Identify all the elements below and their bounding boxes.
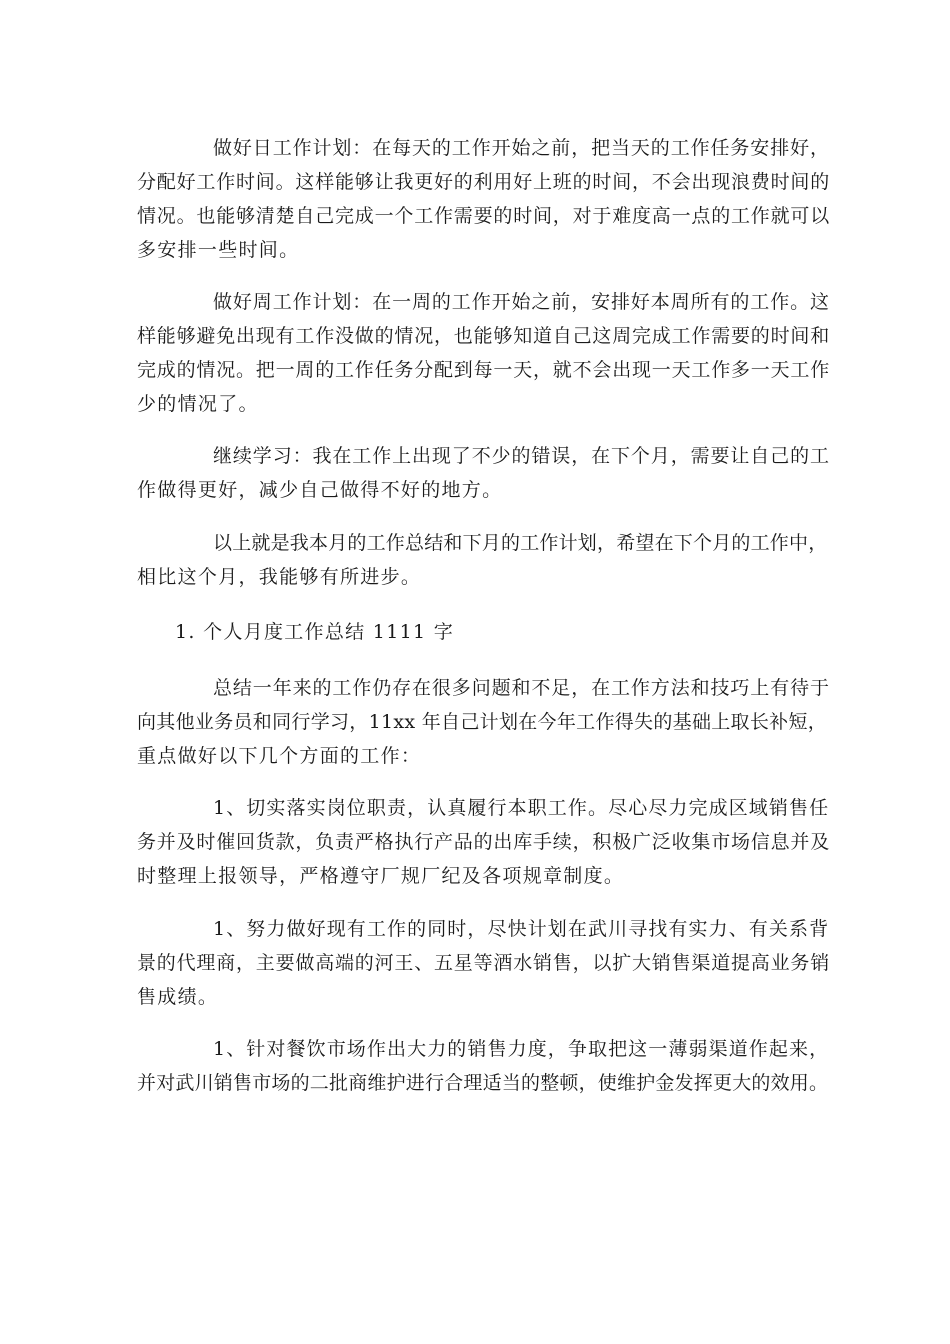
paragraph-line: 继续学习：我在工作上出现了不少的错误，在下个月，需要让自己的工 — [213, 445, 830, 467]
paragraph-line: 做好周工作计划：在一周的工作开始之前，安排好本周所有的工作。这 — [213, 291, 830, 313]
paragraph-line: 做好日工作计划：在每天的工作开始之前，把当天的工作任务安排好， — [213, 137, 830, 159]
paragraph-line: 重点做好以下几个方面的工作： — [137, 745, 422, 767]
paragraph-line: 分配好工作时间。这样能够让我更好的利用好上班的时间，不会出现浪费时间的 — [137, 171, 831, 193]
paragraph-line: 总结一年来的工作仍存在很多问题和不足，在工作方法和技巧上有待于 — [213, 677, 830, 699]
paragraph-line: 向其他业务员和同行学习，11xx 年自己计划在今年工作得失的基础上取长补短， — [137, 711, 828, 733]
paragraph-line: 务并及时催回货款，负责严格执行产品的出库手续，积极广泛收集市场信息并及 — [137, 831, 831, 853]
paragraph-line: 以上就是我本月的工作总结和下月的工作计划，希望在下个月的工作中， — [213, 532, 828, 554]
section-heading: 1. 个人月度工作总结 1111 字 — [175, 621, 455, 643]
paragraph-line: 作做得更好，减少自己做得不好的地方。 — [137, 479, 503, 501]
paragraph-line: 售成绩。 — [137, 986, 219, 1008]
paragraph-line: 1、努力做好现有工作的同时，尽快计划在武川寻找有实力、有关系背 — [213, 918, 830, 940]
paragraph-line: 情况。也能够清楚自己完成一个工作需要的时间，对于难度高一点的工作就可以 — [137, 205, 831, 227]
paragraph-line: 景的代理商，主要做高端的河王、五星等酒水销售，以扩大销售渠道提高业务销 — [137, 952, 831, 974]
paragraph-line: 少的情况了。 — [137, 393, 259, 415]
paragraph-line: 多安排一些时间。 — [137, 239, 300, 261]
paragraph-line: 完成的情况。把一周的工作任务分配到每一天，就不会出现一天工作多一天工作 — [137, 359, 831, 381]
paragraph-line: 1、切实落实岗位职责，认真履行本职工作。尽心尽力完成区域销售任 — [213, 797, 830, 819]
paragraph-line: 1、针对餐饮市场作出大力的销售力度，争取把这一薄弱渠道作起来， — [213, 1038, 830, 1060]
paragraph-line: 样能够避免出现有工作没做的情况，也能够知道自己这周完成工作需要的时间和 — [137, 325, 831, 347]
paragraph-line: 相比这个月，我能够有所进步。 — [137, 566, 422, 588]
paragraph-line: 并对武川销售市场的二批商维护进行合理适当的整顿，使维护金发挥更大的效用。 — [137, 1072, 829, 1094]
paragraph-line: 时整理上报领导，严格遵守厂规厂纪及各项规章制度。 — [137, 865, 625, 887]
